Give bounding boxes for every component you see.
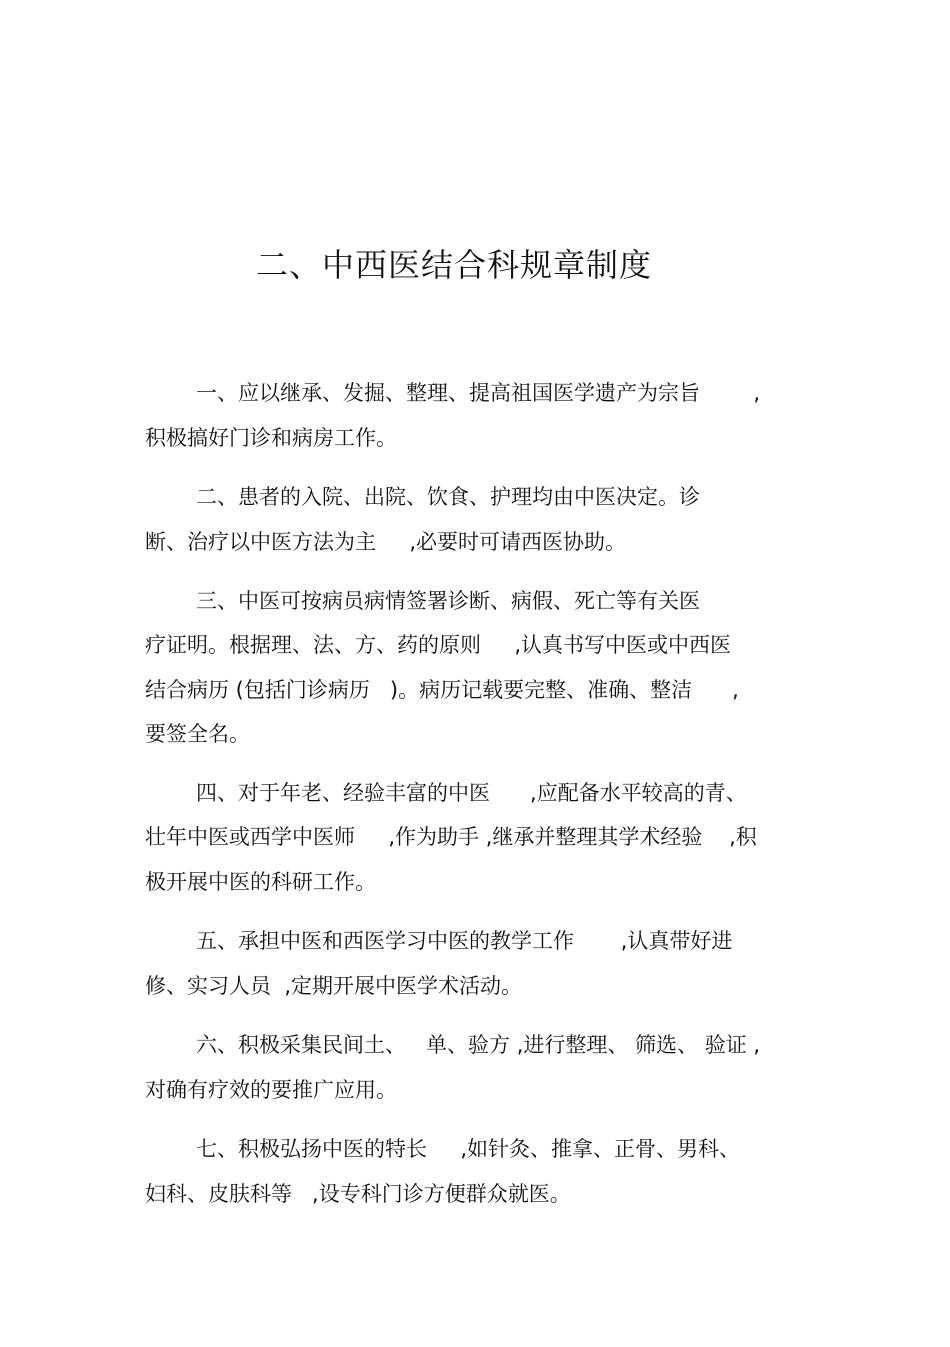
document-title: 二、中西医结合科规章制度 bbox=[255, 246, 652, 284]
paragraph-2-line-2: 断、治疗以中医方法为主 ,必要时可请西医协助。 bbox=[145, 530, 627, 554]
paragraph-4-line-3: 极开展中医的科研工作。 bbox=[145, 870, 376, 894]
paragraph-6-line-2: 对确有疗效的要推广应用。 bbox=[145, 1078, 397, 1102]
paragraph-3-line-3: 结合病历 (包括门诊病历 )。病历记载要完整、准确、整洁 , bbox=[145, 678, 739, 702]
paragraph-1-line-2: 积极搞好门诊和病房工作。 bbox=[145, 426, 397, 450]
paragraph-2-line-1: 二、患者的入院、出院、饮食、护理均由中医决定。诊 bbox=[196, 485, 700, 509]
paragraph-3-line-2: 疗证明。根据理、法、方、药的原则 ,认真书写中医或中西医 bbox=[145, 633, 732, 657]
paragraph-3-line-4: 要签全名。 bbox=[145, 722, 250, 746]
paragraph-5-line-2: 修、实习人员 ,定期开展中医学术活动。 bbox=[145, 974, 523, 998]
paragraph-4-line-2: 壮年中医或西学中医师 ,作为助手 ,继承并整理其学术经验 ,积 bbox=[145, 825, 757, 849]
paragraph-1-line-1: 一、应以继承、发掘、整理、提高祖国医学遗产为宗旨 , bbox=[196, 381, 761, 405]
paragraph-5-line-1: 五、承担中医和西医学习中医的教学工作 ,认真带好进 bbox=[196, 929, 733, 953]
paragraph-4-line-1: 四、对于年老、经验丰富的中医 ,应配备水平较高的青、 bbox=[196, 781, 747, 805]
paragraph-3-line-1: 三、中医可按病员病情签署诊断、病假、死亡等有关医 bbox=[196, 589, 700, 613]
paragraph-7-line-1: 七、积极弘扬中医的特长 ,如针灸、推拿、正骨、男科、 bbox=[196, 1137, 741, 1161]
paragraph-7-line-2: 妇科、皮肤科等 ,设专科门诊方便群众就医。 bbox=[145, 1182, 571, 1206]
paragraph-6-line-1: 六、积极采集民间土、 单、验方 ,进行整理、 筛选、 验证 , bbox=[196, 1033, 761, 1057]
